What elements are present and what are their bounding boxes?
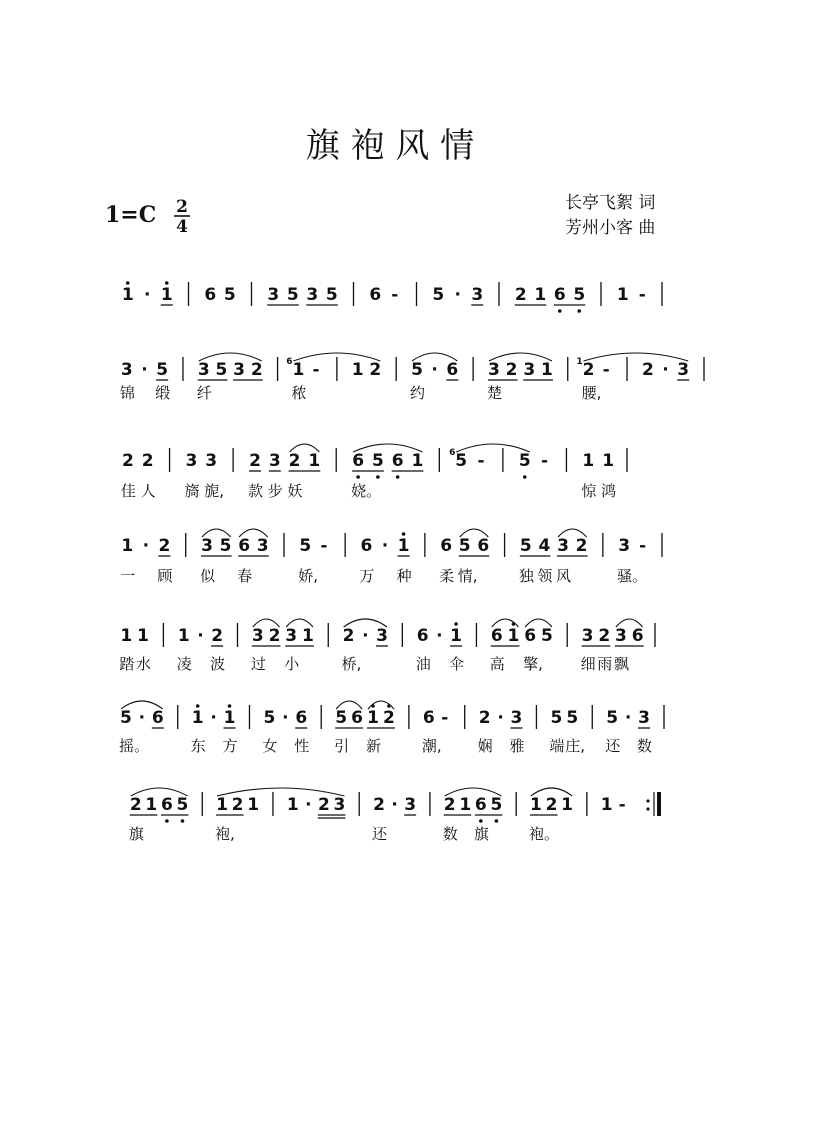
note: 1 [120, 626, 133, 646]
lyric-syllable: 人 [140, 482, 156, 500]
note: 6 [391, 451, 404, 471]
high-octave-dot [454, 622, 458, 626]
note: 6 [295, 708, 308, 728]
note: 6 [524, 626, 537, 646]
lyric-syllable: 娆。 [351, 482, 382, 500]
note: 3 [251, 626, 264, 646]
note: 1 [308, 451, 321, 471]
dash-extension: - [602, 360, 610, 380]
song-title: 旗 袍 风 情 [305, 126, 475, 166]
note: 3 [618, 536, 631, 556]
note: 6 [490, 626, 503, 646]
note: 3 [488, 360, 500, 380]
lyric-syllable: 春 [237, 567, 253, 585]
dash-extension: - [391, 285, 399, 305]
low-octave-dot [376, 475, 380, 479]
measure [432, 285, 483, 305]
lyric-syllable: 女 [262, 737, 278, 755]
note: 6 [440, 536, 453, 556]
lyric-syllable: 惊 [581, 482, 597, 500]
dot-extension: · [142, 536, 150, 556]
note: 5 [566, 708, 579, 728]
measure [550, 708, 578, 728]
measure [606, 708, 650, 728]
lyric-syllable: 凌 [176, 655, 192, 673]
measure [361, 532, 410, 556]
dot-extension: · [141, 360, 148, 380]
slur [584, 353, 689, 361]
measure [204, 285, 235, 305]
dash-extension: - [441, 708, 449, 728]
lyric-syllable: 风 [556, 567, 572, 585]
lyric-syllable: 一 [120, 567, 136, 585]
measure [488, 360, 553, 380]
measure [369, 285, 398, 305]
measure [642, 360, 689, 380]
note: 3 [256, 536, 269, 556]
note: 6 [369, 285, 382, 305]
lyric-syllable: 骚。 [617, 567, 648, 585]
note: 1 [459, 795, 472, 815]
high-octave-dot [196, 704, 200, 708]
note: 5 [519, 536, 532, 556]
note: 2 [268, 626, 281, 646]
note: 1 [301, 626, 314, 646]
dot-extension: · [305, 795, 312, 815]
lyric-syllable: 庄, [565, 737, 586, 755]
lyric-syllable: 方 [222, 737, 238, 755]
dot-extension: · [624, 708, 632, 728]
measure [335, 704, 395, 728]
lyric-syllable: 万 [359, 567, 375, 585]
note: 3 [233, 360, 246, 380]
note: 1 [160, 285, 173, 305]
measure [267, 285, 338, 305]
lyric-syllable: 端 [549, 737, 565, 755]
note: 6 [422, 708, 435, 728]
measure [186, 451, 218, 471]
dash-extension: - [618, 795, 626, 815]
low-octave-dot [181, 819, 185, 823]
note: 3 [267, 285, 280, 305]
dash-extension: - [639, 536, 647, 556]
lyric-syllable: 鸿 [601, 482, 617, 500]
note: 5 [573, 285, 586, 305]
note: 5 [335, 708, 348, 728]
measure [576, 357, 609, 380]
note: 4 [538, 536, 551, 556]
measure [178, 626, 223, 646]
grace-note: 1 [576, 357, 583, 367]
repeat-dot [646, 799, 649, 802]
lyric-syllable: 似 [200, 567, 216, 585]
note: 1 [561, 795, 574, 815]
note: 2 [249, 451, 261, 471]
lyricist-credit: 长亭飞絮 词 [565, 193, 656, 213]
note: 5 [120, 708, 132, 728]
low-octave-dot [523, 475, 527, 479]
note: 1 [351, 360, 364, 380]
measure [122, 281, 173, 305]
lyric-syllable: 旗 [473, 825, 489, 843]
lyric-syllable: 擎, [523, 655, 543, 673]
low-octave-dot [558, 309, 562, 313]
note: 3 [677, 360, 690, 380]
measure [121, 536, 170, 556]
lyric-syllable: 娴 [477, 737, 493, 755]
note: 3 [376, 626, 388, 646]
note: 2 [514, 285, 527, 305]
lyric-syllable: 情, [457, 567, 478, 585]
lyric-syllable: 楚 [486, 384, 502, 402]
note: 5 [299, 536, 312, 556]
note: 5 [156, 360, 169, 380]
measure [582, 451, 614, 471]
note: 5 [223, 285, 236, 305]
dot-extension: · [391, 795, 398, 815]
note: 5 [518, 451, 531, 471]
lyric-syllable: 过 [250, 655, 266, 673]
measure [530, 795, 573, 815]
note: 2 [598, 626, 611, 646]
measure [120, 626, 149, 646]
dot-extension: · [662, 360, 669, 380]
note: 1 [411, 451, 424, 471]
note: 3 [615, 626, 627, 646]
measure [449, 448, 484, 471]
note: 5 [458, 536, 471, 556]
lyric-syllable: 锦 [119, 384, 135, 402]
note: 5 [411, 360, 423, 380]
note: 3 [510, 708, 523, 728]
lyric-syllable: 雅 [509, 737, 525, 755]
note: 5 [286, 285, 299, 305]
lyric-syllable: 顾 [157, 567, 173, 585]
grace-note: 6 [449, 448, 456, 458]
note: 6 [474, 795, 487, 815]
measure [201, 536, 269, 556]
note: 1 [191, 708, 204, 728]
measure [192, 704, 236, 728]
note: 2 [342, 626, 355, 646]
note: 3 [285, 626, 298, 646]
lyric-syllable: 袍, [215, 825, 235, 843]
note: 1 [534, 285, 547, 305]
note: 1 [540, 360, 553, 380]
note: 2 [231, 795, 244, 815]
note: 2 [121, 451, 134, 471]
lyric-syllable: 妖 [287, 482, 303, 500]
note: 1 [216, 795, 228, 815]
note: 1 [600, 795, 613, 815]
lyric-syllable: 柔 [439, 567, 455, 585]
measure [601, 795, 626, 815]
measure [515, 285, 586, 313]
note: 1 [530, 795, 542, 815]
measure [582, 626, 644, 646]
lyric-syllable: 波 [210, 655, 226, 673]
note: 6 [204, 285, 217, 305]
high-octave-dot [228, 704, 232, 708]
note: 6 [351, 708, 364, 728]
note: 1 [145, 795, 158, 815]
measure [491, 622, 553, 646]
note: 6 [160, 795, 173, 815]
lyric-syllable: 摇。 [118, 737, 149, 755]
measure [618, 536, 646, 556]
dot-extension: · [144, 285, 151, 305]
note: 1 [367, 708, 379, 728]
lyric-syllable: 领 [537, 567, 553, 585]
note: 2 [141, 451, 154, 471]
lyric-syllable: 还 [605, 737, 621, 755]
lyric-syllable: 桥, [341, 655, 362, 673]
note: 6 [151, 708, 164, 728]
note: 6 [631, 626, 644, 646]
lyric-syllable: 旎, [204, 482, 225, 500]
lyric-syllable: 油 [415, 655, 431, 673]
lyric-syllable: 旗 [128, 825, 144, 843]
note: 1 [507, 626, 520, 646]
meter-denominator: 4 [176, 217, 188, 237]
note: 3 [404, 795, 417, 815]
dot-extension: · [381, 536, 389, 556]
measure [373, 795, 416, 815]
lyric-syllable: 还 [372, 825, 388, 843]
note: 2 [443, 795, 456, 815]
measure [479, 708, 523, 728]
composer-credit: 芳州小客 曲 [565, 218, 656, 238]
measure [343, 626, 388, 646]
lyric-syllable: 高 [489, 655, 505, 673]
lyric-syllable: 性 [294, 737, 310, 755]
note: 2 [369, 360, 382, 380]
repeat-dot [646, 807, 649, 810]
lyric-syllable: 款 [248, 482, 264, 500]
lyric-syllable: 数 [442, 825, 458, 843]
note: 2 [582, 360, 595, 380]
note: 1 [121, 285, 134, 305]
final-barline [657, 792, 661, 816]
measure [287, 795, 346, 818]
measure [423, 708, 448, 728]
measure [122, 451, 154, 471]
note: 3 [201, 536, 213, 556]
note: 5 [371, 451, 384, 471]
note: 1 [137, 626, 149, 646]
key-label: 1=C [105, 202, 157, 228]
note: 5 [606, 708, 619, 728]
measure [411, 360, 458, 380]
grace-note: 6 [286, 357, 293, 367]
note: 6 [238, 536, 251, 556]
dot-extension: · [138, 708, 146, 728]
dot-extension: · [436, 626, 443, 646]
note: 2 [505, 360, 518, 380]
note: 3 [268, 451, 281, 471]
dash-extension: - [477, 451, 485, 471]
note: 1 [602, 451, 615, 471]
note: 1 [121, 536, 134, 556]
jianpu-staff [102, 281, 704, 843]
note: 5 [219, 536, 232, 556]
lyric-syllable: 腰, [581, 384, 602, 402]
high-octave-dot [402, 532, 406, 536]
lyric-syllable: 秾 [291, 384, 307, 402]
note: 1 [223, 708, 236, 728]
lyric-syllable: 娇, [298, 567, 319, 585]
lyric-syllable: 雨 [597, 655, 613, 673]
lyric-syllable: 佳 [120, 482, 136, 500]
note: 6 [352, 451, 365, 471]
lyric-syllable: 旖 [184, 482, 200, 500]
measure [617, 285, 646, 305]
note: 1 [450, 626, 463, 646]
note: 1 [616, 285, 629, 305]
note: 2 [641, 360, 654, 380]
note: 3 [120, 360, 133, 380]
lyric-syllable: 引 [334, 737, 350, 755]
lyric-syllable: 飘 [613, 655, 629, 673]
measure [520, 536, 588, 556]
note: 3 [523, 360, 536, 380]
lyric-syllable: 小 [284, 655, 300, 673]
measure [444, 795, 503, 823]
lyric-syllable: 袍。 [528, 825, 559, 843]
note: 2 [250, 360, 263, 380]
measure [299, 536, 327, 556]
note: 1 [397, 536, 410, 556]
measure [120, 708, 164, 728]
dot-extension: · [454, 285, 461, 305]
note: 3 [185, 451, 198, 471]
lyric-syllable: 独 [518, 567, 534, 585]
note: 5 [176, 795, 189, 815]
note: 5 [490, 795, 503, 815]
note: 5 [215, 360, 228, 380]
measure [130, 795, 189, 823]
dash-extension: - [638, 285, 646, 305]
note: 2 [545, 795, 558, 815]
low-octave-dot [577, 309, 581, 313]
low-octave-dot [495, 819, 499, 823]
lyric-syllable: 细 [580, 655, 596, 673]
note: 5 [325, 285, 338, 305]
note: 1 [286, 795, 299, 815]
measure [252, 626, 314, 646]
dot-extension: · [210, 708, 217, 728]
note: 2 [129, 795, 142, 815]
note: 6 [477, 536, 490, 556]
lyric-syllable: 新 [366, 737, 382, 755]
dot-extension: · [431, 360, 438, 380]
low-octave-dot [165, 819, 169, 823]
key-signature [105, 197, 190, 237]
dash-extension: - [541, 451, 549, 471]
note: 2 [382, 708, 395, 728]
lyric-syllable: 东 [190, 737, 206, 755]
dot-extension: · [362, 626, 369, 646]
meter-numerator: 2 [176, 197, 188, 217]
lyric-syllable: 踏 [119, 655, 135, 673]
lyric-syllable: 缎 [155, 384, 171, 402]
lyric-syllable: 伞 [449, 655, 465, 673]
lyric-syllable: 种 [396, 567, 412, 585]
high-octave-dot [165, 281, 169, 285]
note: 6 [360, 536, 373, 556]
note: 2 [317, 795, 330, 815]
note: 1 [177, 626, 190, 646]
note: 6 [446, 360, 459, 380]
measure [519, 451, 548, 479]
note: 3 [197, 360, 210, 380]
lyric-syllable: 纤 [196, 384, 212, 402]
measure [417, 622, 462, 646]
dash-extension: - [312, 360, 320, 380]
measure [352, 451, 423, 479]
lyric-syllable: 水 [136, 655, 152, 673]
low-octave-dot [479, 819, 483, 823]
lyric-syllable: 步 [267, 482, 283, 500]
dot-extension: · [282, 708, 289, 728]
lyric-syllable: 约 [410, 384, 426, 402]
measure [198, 360, 263, 380]
note: 3 [205, 451, 218, 471]
measure [286, 357, 319, 380]
lyric-syllable: 潮, [421, 737, 442, 755]
measure [249, 451, 320, 471]
note: 5 [432, 285, 445, 305]
note: 2 [373, 795, 385, 815]
note: 3 [581, 626, 594, 646]
note: 2 [288, 451, 301, 471]
measure [352, 360, 381, 380]
note: 5 [540, 626, 553, 646]
measure [264, 708, 308, 728]
dot-extension: · [497, 708, 504, 728]
note: 5 [550, 708, 563, 728]
measure [121, 360, 168, 380]
note: 3 [557, 536, 569, 556]
note: 3 [306, 285, 319, 305]
measure [216, 795, 259, 815]
high-octave-dot [126, 281, 130, 285]
note: 1 [582, 451, 595, 471]
lyric-syllable: 数 [637, 737, 653, 755]
note: 3 [333, 795, 346, 815]
measure [440, 536, 489, 556]
dash-extension: - [320, 536, 328, 556]
note: 2 [158, 536, 171, 556]
note: 2 [478, 708, 491, 728]
note: 1 [292, 360, 305, 380]
note: 6 [416, 626, 429, 646]
note: 6 [553, 285, 566, 305]
note: 5 [455, 451, 468, 471]
dot-extension: · [197, 626, 204, 646]
note: 5 [263, 708, 276, 728]
note: 3 [638, 708, 650, 728]
note: 1 [247, 795, 260, 815]
note: 3 [471, 285, 484, 305]
note: 2 [211, 626, 224, 646]
low-octave-dot [356, 475, 360, 479]
low-octave-dot [396, 475, 400, 479]
note: 2 [575, 536, 588, 556]
